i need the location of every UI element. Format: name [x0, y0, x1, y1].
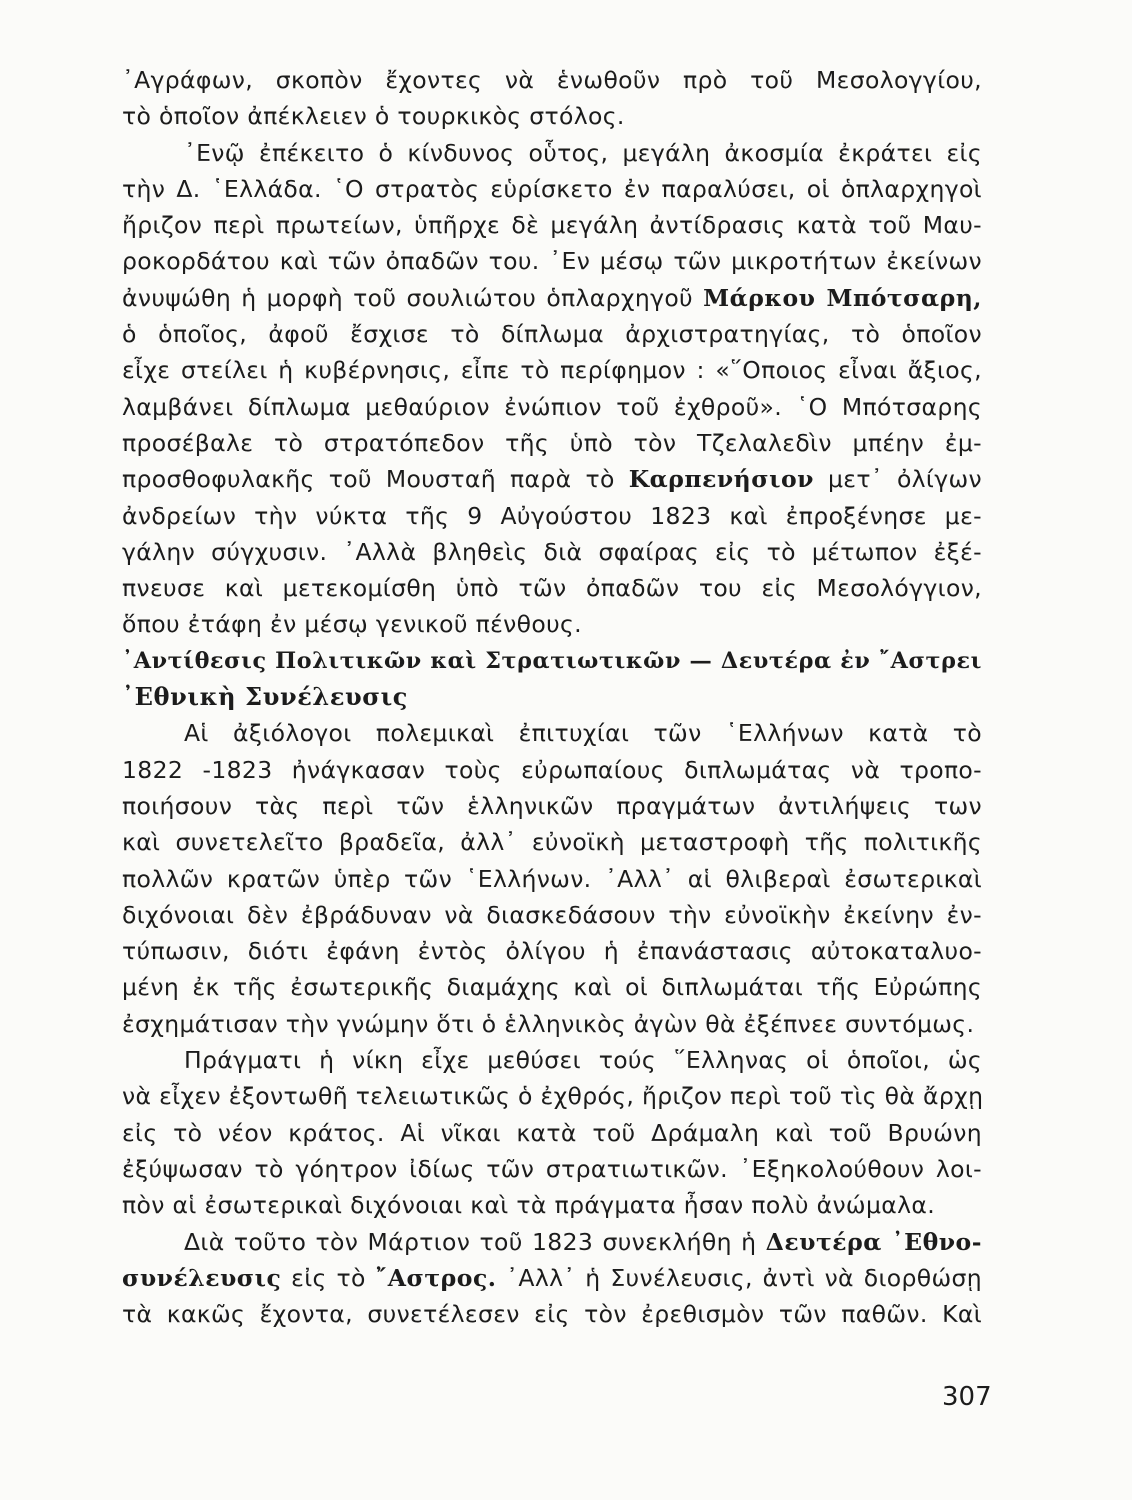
text-line: πνευσε καὶ μετεκομίσθη ὑπὸ τῶν ὀπαδῶν του εἰς Μεσολόγγιον, [122, 574, 982, 603]
text-line [122, 1260, 982, 1296]
text-line: ᾿Αγράφων, σκοπὸν ἔχοντες νὰ ἑνωθοῦν πρὸ τοῦ Μεσολογγίου, [122, 66, 982, 94]
text-line: ὅπου ἐτάφη ἐν μέσῳ γενικοῦ πένθους. [122, 610, 583, 639]
text-line: ᾿Ενῷ ἐπέκειτο ὁ κίνδυνος οὗτος, μεγάλη ἀκοσμία ἐκράτει εἰς [184, 138, 982, 167]
section-heading [122, 643, 982, 716]
text-line: ὁ ὁποῖος, ἀφοῦ ἔσχισε τὸ δίπλωμα ἀρχιστρατηγίας, τὸ ὁποῖον [122, 320, 982, 349]
text-line: 1822 -1823 ἠνάγκασαν τοὺς εὐρωπαίους διπλωμάτας νὰ τροπο- [122, 755, 982, 784]
text-line: εἰς τὸ νέον κράτος. Αἱ νῖκαι κατὰ τοῦ Δράμαλη καὶ τοῦ Βρυώνη [122, 1118, 982, 1147]
text-line: εἶχε στείλει ἡ κυβέρνησις, εἶπε τὸ περίφημον : «῞Οποιος εἶναι ἄξιος, [122, 356, 982, 385]
heading-line: ᾿Αντίθεσις Πολιτικῶν καὶ Στρατιωτικῶν — Δευτέρα ἐν ῎Αστρει [122, 647, 982, 674]
text-line: προσέβαλε τὸ στρατόπεδον τῆς ὑπὸ τὸν Τζελαλεδὶν μπέην ἐμ- [122, 428, 982, 457]
text-line: ἐξύψωσαν τὸ γόητρον ἰδίως τῶν στρατιωτικῶν. ᾿Εξηκολούθουν λοι- [122, 1154, 982, 1183]
text-line: ποιήσουν τὰς περὶ τῶν ἑλληνικῶν πραγμάτων ἀντιλήψεις των [122, 791, 982, 820]
text-fragment: Διὰ τοῦτο τὸν Μάρτιον τοῦ 1823 συνεκλήθη ἡ [184, 1227, 766, 1256]
bold-place-astros: ῎Αστρος. [375, 1263, 497, 1292]
text-line: ροκορδάτου καὶ τῶν ὀπαδῶν του. ᾿Εν μέσῳ τῶν μικροτήτων ἐκείνων [122, 247, 982, 276]
text-line: τὸ ὁποῖον ἀπέκλειεν ὁ τουρκικὸς στόλος. [122, 102, 625, 131]
text-fragment: εἰς τὸ [281, 1263, 376, 1292]
text-line: Πράγματι ἡ νίκη εἶχε μεθύσει τούς ῞Ελληνας οἱ ὁποῖοι, ὡς [184, 1046, 982, 1075]
text-line [122, 280, 982, 316]
bold-name-markos-botsaris: Μάρκου Μπότσαρη, [703, 283, 982, 312]
text-fragment: ἀνυψώθη ἡ μορφὴ τοῦ σουλιώτου ὁπλαρχηγοῦ [122, 283, 704, 312]
text-line [122, 1224, 982, 1260]
text-line: ἐσχημάτισαν τὴν γνώμην ὅτι ὁ ἑλληνικὸς ἀγὼν θὰ ἐξέπνεε συντόμως. [122, 1009, 975, 1038]
text-line: τύπωσιν, διότι ἐφάνη ἐντὸς ὀλίγου ἡ ἐπανάστασις αὐτοκαταλυο- [122, 937, 982, 966]
text-line: ἀνδρείων τὴν νύκτα τῆς 9 Αὐγούστου 1823 καὶ ἐπροξένησε με- [122, 501, 982, 530]
text-line: τὴν Δ. ῾Ελλάδα. ῾Ο στρατὸς εὑρίσκετο ἐν παραλύσει, οἱ ὁπλαρχηγοὶ [122, 174, 982, 203]
paragraph-assembly [122, 1224, 982, 1333]
text-line: νὰ εἶχεν ἐξοντωθῆ τελειωτικῶς ὁ ἐχθρός, ἤριζον περὶ τοῦ τὶς θὰ ἄρχῃ [122, 1082, 984, 1111]
text-line: τὰ κακῶς ἔχοντα, συνετέλεσεν εἰς τὸν ἐρεθισμὸν τῶν παθῶν. Καὶ [122, 1300, 982, 1329]
text-line: πολλῶν κρατῶν ὑπὲρ τῶν ῾Ελλήνων. ᾿Αλλ᾿ αἱ θλιβεραὶ ἐσωτερικαὶ [122, 864, 982, 893]
text-fragment: προσθοφυλακῆς τοῦ Μουσταῆ παρὰ τὸ [122, 465, 629, 494]
text-fragment: ᾿Αλλ᾿ ἡ Συνέλευσις, ἀντὶ νὰ διορθώσῃ [496, 1263, 983, 1292]
text-line: διχόνοιαι δὲν ἐβράδυναν νὰ διασκεδάσουν τὴν εὐνοϊκὴν ἐκείνην ἐν- [122, 900, 982, 929]
paragraph-victory [122, 1042, 982, 1223]
page-number: 307 [942, 1382, 992, 1412]
bold-place-karpenisi: Καρπενήσιον [628, 465, 814, 494]
text-line: μένη ἐκ τῆς ἐσωτερικῆς διαμάχης καὶ οἱ διπλωμάται τῆς Εὐρώπης [122, 973, 982, 1002]
paragraph-diplomats [122, 715, 982, 1042]
text-line: ἤριζον περὶ πρωτείων, ὑπῆρχε δὲ μεγάλη ἀντίδρασις κατὰ τοῦ Μαυ- [122, 211, 982, 240]
text-line: λαμβάνει δίπλωμα μεθαύριον ἐνώπιον τοῦ ἐχθροῦ». ῾Ο Μπότσαρης [122, 392, 982, 421]
text-line: γάλην σύγχυσιν. ᾿Αλλὰ βληθεὶς διὰ σφαίρας εἰς τὸ μέτωπον ἐξέ- [122, 537, 982, 566]
paragraph-botsaris [122, 135, 982, 643]
paragraph-continuation [122, 62, 982, 135]
text-line: Αἱ ἀξιόλογοι πολεμικαὶ ἐπιτυχίαι τῶν ῾Ελλήνων κατὰ τὸ [184, 719, 982, 748]
text-line: πὸν αἱ ἐσωτερικαὶ διχόνοιαι καὶ τὰ πράγματα ἦσαν πολὺ ἀνώμαλα. [122, 1191, 936, 1220]
text-line [122, 461, 982, 497]
heading-line: ᾿Εθνικὴ Συνέλευσις [122, 682, 409, 712]
text-fragment: μετ᾿ ὀλίγων [813, 465, 982, 494]
bold-second-assembly-cont: συνέλευσις [122, 1263, 282, 1292]
bold-second-assembly: Δευτέρα ᾿Εθνο- [765, 1227, 982, 1256]
text-line: καὶ συνετελεῖτο βραδεῖα, ἀλλ᾿ εὐνοϊκὴ μεταστροφὴ τῆς πολιτικῆς [122, 828, 982, 857]
